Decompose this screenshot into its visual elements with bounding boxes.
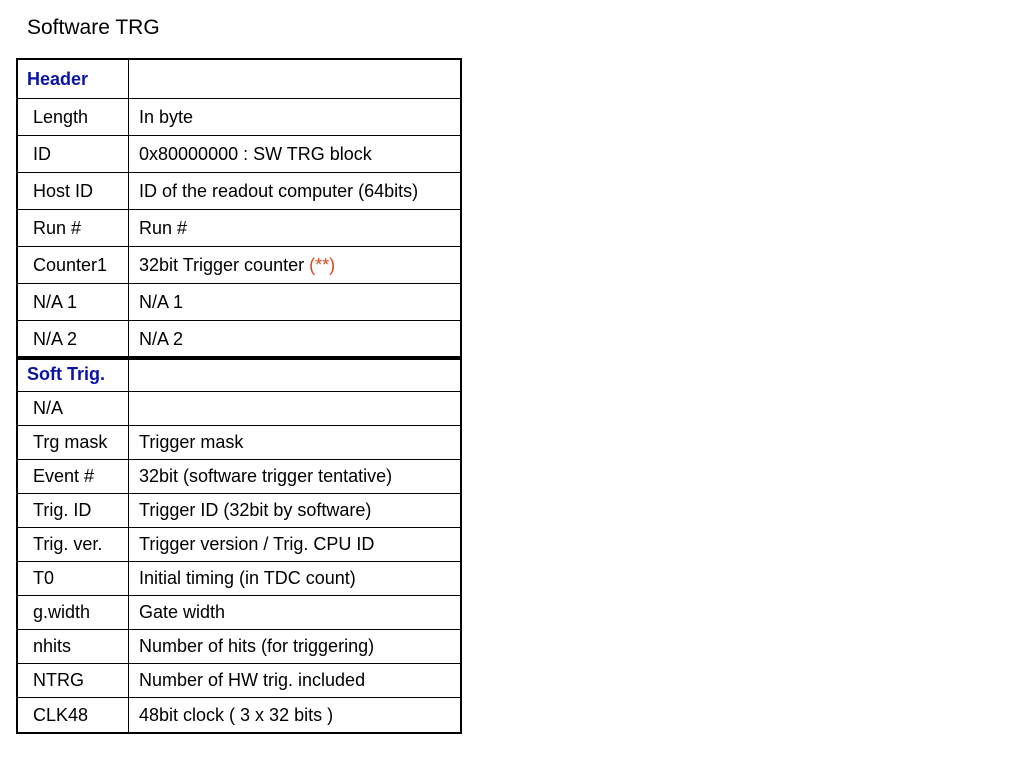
field-name: N/A 2 bbox=[18, 321, 129, 358]
table-row bbox=[18, 562, 460, 596]
field-name: Host ID bbox=[18, 173, 129, 209]
header-section-row bbox=[18, 60, 460, 99]
table-row bbox=[18, 392, 460, 426]
page-title: Software TRG bbox=[27, 16, 160, 39]
table-row bbox=[18, 284, 460, 321]
table-row bbox=[18, 321, 460, 358]
field-description: Trigger ID (32bit by software) bbox=[139, 500, 372, 520]
header-section-desc bbox=[129, 60, 460, 98]
field-name: CLK48 bbox=[18, 698, 129, 732]
field-name: N/A 1 bbox=[18, 284, 129, 320]
note-marker: (**) bbox=[309, 254, 336, 275]
field-description: N/A 1 bbox=[139, 291, 184, 312]
soft-trig-section-row bbox=[18, 358, 460, 392]
field-description: Run # bbox=[139, 217, 188, 238]
table-row bbox=[18, 173, 460, 210]
field-name: Run # bbox=[18, 210, 129, 246]
table-row bbox=[18, 630, 460, 664]
field-description bbox=[129, 247, 460, 283]
field-name: N/A bbox=[18, 392, 129, 425]
field-description: Gate width bbox=[139, 602, 226, 622]
table-row bbox=[18, 698, 460, 732]
field-description: Number of hits (for triggering) bbox=[139, 636, 375, 656]
field-name: Trig. ver. bbox=[18, 528, 129, 561]
soft-trig-section-desc bbox=[129, 358, 460, 391]
field-name: T0 bbox=[18, 562, 129, 595]
field-name: Trig. ID bbox=[18, 494, 129, 527]
table-row bbox=[18, 99, 460, 136]
field-name: NTRG bbox=[18, 664, 129, 697]
field-name: Counter1 bbox=[18, 247, 129, 283]
table-row bbox=[18, 528, 460, 562]
field-description-text: 32bit Trigger counter bbox=[139, 254, 305, 275]
field-description: N/A 2 bbox=[139, 329, 184, 349]
field-name: nhits bbox=[18, 630, 129, 663]
table-row bbox=[18, 247, 460, 284]
table-row bbox=[18, 210, 460, 247]
table-row bbox=[18, 136, 460, 173]
field-name: Trg mask bbox=[18, 426, 129, 459]
field-description: Number of HW trig. included bbox=[139, 670, 366, 690]
field-name: ID bbox=[18, 136, 129, 172]
soft-trig-section-label: Soft Trig. bbox=[18, 358, 129, 391]
field-description: Trigger version / Trig. CPU ID bbox=[139, 534, 375, 554]
field-description: Trigger mask bbox=[139, 432, 244, 452]
field-description: ID of the readout computer (64bits) bbox=[139, 180, 419, 201]
header-table bbox=[16, 58, 462, 360]
field-description: Initial timing (in TDC count) bbox=[139, 568, 356, 588]
field-description: In byte bbox=[139, 106, 194, 127]
field-name: Length bbox=[18, 99, 129, 135]
field-name: g.width bbox=[18, 596, 129, 629]
field-description: 48bit clock ( 3 x 32 bits ) bbox=[139, 704, 334, 725]
soft-trig-table bbox=[16, 356, 462, 734]
table-row bbox=[18, 460, 460, 494]
table-row bbox=[18, 596, 460, 630]
field-description: 0x80000000 : SW TRG block bbox=[139, 143, 372, 164]
table-row bbox=[18, 664, 460, 698]
field-description bbox=[129, 392, 460, 425]
table-row bbox=[18, 426, 460, 460]
field-description: 32bit (software trigger tentative) bbox=[139, 466, 393, 486]
header-section-label: Header bbox=[18, 60, 129, 98]
table-row bbox=[18, 494, 460, 528]
field-name: Event # bbox=[18, 460, 129, 493]
